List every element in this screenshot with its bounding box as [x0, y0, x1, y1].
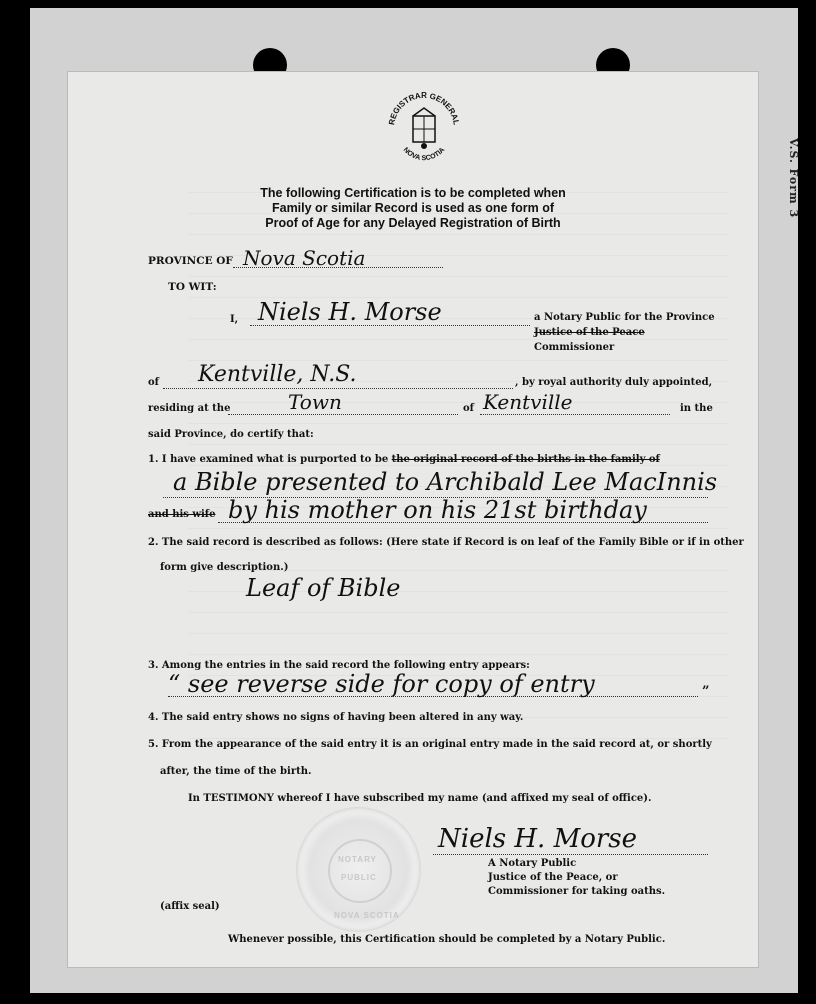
emboss-inner-ring — [328, 839, 392, 903]
residing-value-1: Town — [288, 390, 342, 414]
heading-line-2: Family or similar Record is used as one form of — [271, 201, 555, 215]
certificate-page — [68, 72, 758, 967]
emboss-outer-text: NOVA SCOTIA — [334, 911, 400, 920]
item4-text: 4. The said entry shows no signs of having been altered in any way. — [148, 712, 524, 723]
residing-line-2 — [480, 414, 670, 415]
item2-line-1: 2. The said record is described as follows: (Here state if Record is on leaf of the Family Bible or if in other — [148, 537, 744, 548]
signature-hand: Niels H. Morse — [438, 824, 638, 854]
certify-text: said Province, do certify that: — [148, 429, 314, 440]
heading-line-3: Proof of Age for any Delayed Registration of Birth — [265, 216, 561, 230]
signature-line-1: A Notary Public — [488, 858, 577, 869]
commissioner-title: Commissioner — [534, 342, 615, 353]
signature-line — [433, 854, 708, 855]
testimony-text: In TESTIMONY whereof I have subscribed my name (and affixed my seal of office). — [188, 793, 652, 804]
declarant-name: Niels H. Morse — [258, 298, 442, 326]
footer-note: Whenever possible, this Certification should be completed by a Notary Public. — [228, 934, 666, 945]
signature-line-2: Justice of the Peace, or — [488, 872, 618, 883]
declarant-prefix: I, — [230, 314, 239, 325]
form-code: V.S. Form 3 — [787, 138, 800, 219]
item1-text — [148, 454, 660, 465]
item3-hand: “ see reverse side for copy of entry — [168, 670, 595, 698]
residing-value-2: Kentville — [483, 390, 573, 414]
of-value: Kentville, N.S. — [198, 362, 357, 387]
residing-label: residing at the — [148, 403, 231, 414]
item1-hand-1: a Bible presented to Archibald Lee MacInnis — [173, 468, 718, 496]
of-line — [163, 388, 513, 389]
registrar-seal-icon — [386, 82, 462, 174]
item2-hand: Leaf of Bible — [246, 574, 401, 602]
to-wit-label: TO WIT: — [168, 281, 217, 293]
justice-title-struck: Justice of the Peace — [534, 327, 645, 338]
item3-line: 3. Among the entries in the said record the following entry appears: — [148, 660, 530, 671]
affix-seal: (affix seal) — [160, 901, 220, 912]
signature-line-3: Commissioner for taking oaths. — [488, 886, 666, 897]
of-suffix: , by royal authority duly appointed, — [515, 377, 713, 388]
province-label: PROVINCE OF — [148, 255, 233, 267]
residing-mid: of — [463, 403, 474, 414]
item1-hand-2: by his mother on his 21st birthday — [228, 496, 647, 524]
item1-struck-2: and his wife — [148, 509, 216, 520]
residing-suffix: in the — [680, 403, 713, 414]
heading-line-1: The following Certification is to be completed when — [260, 186, 566, 200]
of-label: of — [148, 377, 159, 388]
emboss-inner-2: PUBLIC — [341, 873, 377, 882]
residing-line-1 — [228, 414, 458, 415]
province-value: Nova Scotia — [243, 246, 366, 270]
heading — [68, 186, 758, 231]
notary-title: a Notary Public for the Province — [534, 312, 715, 323]
seal-ring-text: REGISTRAR GENERAL — [387, 91, 461, 126]
embossed-notary-seal — [296, 807, 421, 932]
item3-close-quote: ” — [702, 684, 710, 699]
item1-struck: the original record of the births in the family of — [391, 454, 660, 465]
seal-bottom-text: NOVA SCOTIA — [401, 146, 447, 163]
item2-line-2: form give description.) — [160, 562, 289, 573]
item1-start: 1. I have examined what is purported to be — [148, 454, 389, 465]
emboss-inner-1: NOTARY — [338, 855, 377, 864]
item5-line-1: 5. From the appearance of the said entry it is an original entry made in the said record at, or shortly — [148, 739, 712, 750]
item5-line-2: after, the time of the birth. — [160, 766, 312, 777]
